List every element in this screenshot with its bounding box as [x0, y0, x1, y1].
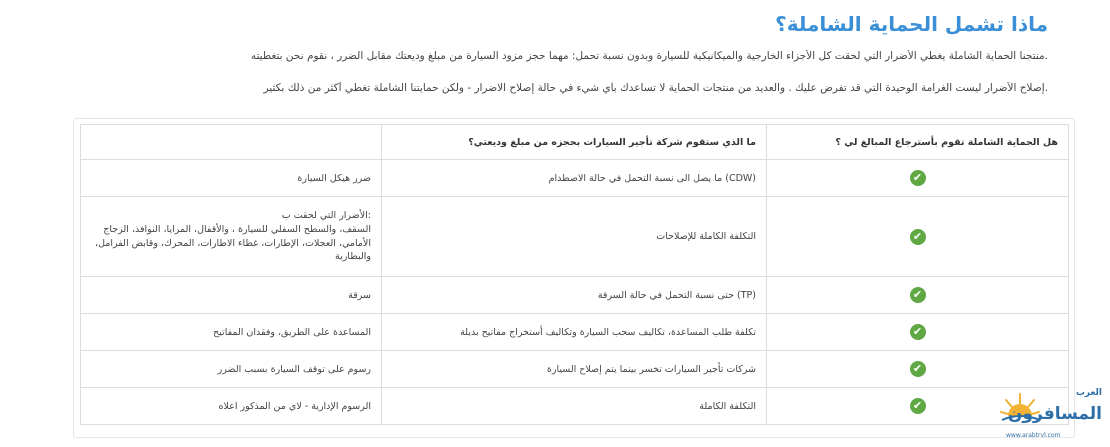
- check-circle-icon: ✔: [910, 229, 926, 245]
- table-row: [81, 388, 1069, 425]
- damage-cell: سرقة: [81, 277, 382, 314]
- check-circle-icon: ✔: [910, 398, 926, 414]
- damage-cell: الرسوم الإدارية - لاي من المذكور اعلاه: [81, 388, 382, 425]
- cost-cell: التكلفة الكاملة: [382, 388, 767, 425]
- check-circle-icon: ✔: [910, 361, 926, 377]
- table-row: [81, 160, 1069, 197]
- coverage-table: [80, 124, 1069, 425]
- table-row: [81, 314, 1069, 351]
- table-row: [81, 197, 1069, 277]
- cost-cell: شركات تأجير السيارات تخسر بينما يتم إصلاح السيارة: [382, 351, 767, 388]
- check-circle-icon: ✔: [910, 170, 926, 186]
- page-title: ماذا تشمل الحماية الشاملة؟: [775, 12, 1048, 36]
- refund-cell: [767, 197, 1069, 277]
- damage-cell: المساعدة على الطريق، وفقدان المفاتيح: [81, 314, 382, 351]
- table-header-row: [81, 125, 1069, 160]
- check-circle-icon: ✔: [910, 287, 926, 303]
- table-row: [81, 351, 1069, 388]
- refund-cell: [767, 277, 1069, 314]
- cost-cell: (TP) حتى نسبة التحمل في حالة السرقة: [382, 277, 767, 314]
- damage-cell: [81, 197, 382, 277]
- watermark-small-text: العرب: [1075, 388, 1102, 398]
- watermark-logo: [1000, 382, 1106, 442]
- header-refund: هل الحماية الشاملة تقوم بأسترجاع المبالغ لي ؟: [767, 125, 1069, 160]
- table-row: [81, 277, 1069, 314]
- damage-cell: رسوم على توقف السيارة بسبب الضرر: [81, 351, 382, 388]
- intro-paragraph: .منتجنا الحماية الشاملة يغطي الأضرار التي لحقت كل الأجزاء الخارجية والميكانيكية للسيارة وبدون نسبة تحمل: مهما حجز مزود السيارة من مبلغ وديعتك مقابل الضرر ، نقوم نحن بتغطيته: [250, 50, 1048, 62]
- details-paragraph: .إصلاح الأضرار ليست الغرامة الوحيدة التي قد تفرض عليك . والعديد من منتجات الحماية لا تساعدك بأي شيء في حالة إصلاح الاضرار - ولكن حمايتنا الشاملة تغطي أكثر من ذلك بكثير: [263, 82, 1048, 94]
- damage-cell: ضرر هيكل السيارة: [81, 160, 382, 197]
- watermark-url: www.arabtrvl.com: [1006, 432, 1061, 439]
- header-deposit: ما الذي ستقوم شركة تأجير السيارات بحجزه من مبلغ وديعتي؟: [382, 125, 767, 160]
- refund-cell: [767, 314, 1069, 351]
- cost-cell: التكلفة الكاملة للإصلاحات: [382, 197, 767, 277]
- cost-cell: تكلفة طلب المساعدة، تكاليف سحب السيارة وتكاليف أستخراج مفاتيح بديلة: [382, 314, 767, 351]
- watermark-text: المسافرون: [1007, 404, 1102, 424]
- cost-cell: (CDW) ما يصل الى نسبة التحمل في حالة الاصطدام: [382, 160, 767, 197]
- check-circle-icon: ✔: [910, 324, 926, 340]
- refund-cell: [767, 160, 1069, 197]
- header-damage: [81, 125, 382, 160]
- damage-list-items: السقف، والسطح السفلي للسيارة ، والأقفال، المرايا، النوافذ، الزجاج الأمامي، العجلات، الإطارات، غطاء الاطارات، المحرك، وقابض الفرامل، والبطارية: [95, 223, 371, 263]
- damage-list-heading: :الأضرار التي لحقت ب: [281, 209, 371, 221]
